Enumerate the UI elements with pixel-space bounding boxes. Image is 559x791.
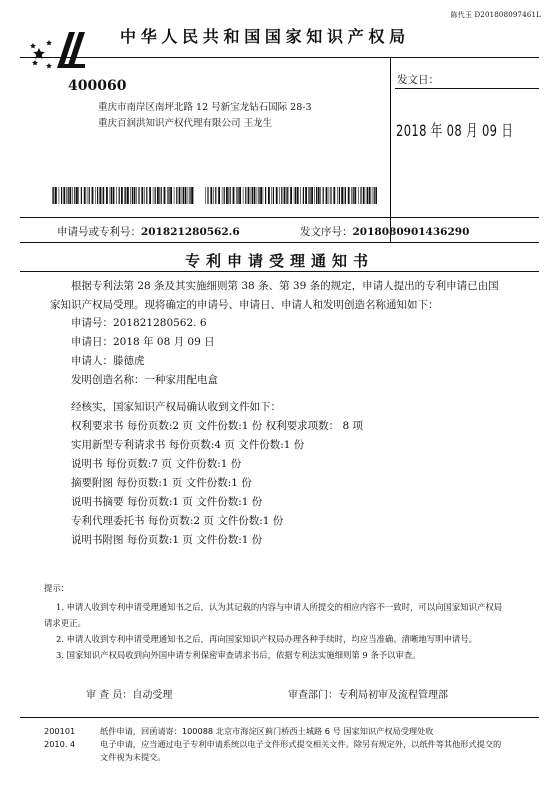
serial-number-value: 2018080901436290 xyxy=(352,226,470,238)
review-department: 审查部门：专利局初审及流程管理部 xyxy=(288,690,448,701)
issue-date: 2018 年 08 月 09 日 xyxy=(396,121,514,140)
application-number-value: 201821280562.6 xyxy=(141,226,240,238)
form-date: 2010. 4 xyxy=(44,739,76,749)
agency-emblem xyxy=(27,22,91,72)
application-number xyxy=(57,224,240,239)
notes-label: 提示： xyxy=(44,583,70,593)
intro-paragraph: 根据专利法第 28 条及其实施细则第 38 条、第 39 条的规定，申请人提出的专利申请已由国家知识产权局受理。现将确定的申请号、申请日、申请人和发明创造名称通知如下： xyxy=(50,280,499,311)
note-item: 1. 申请人收到专利申请受理通知书之后，认为其记载的内容与申请人所提交的相应内容不一致时，可以向国家知识产权局 xyxy=(56,602,503,612)
document-code: 陈代玉 D201808097461L xyxy=(450,11,541,19)
reference-divider-top xyxy=(20,217,539,218)
title-divider xyxy=(20,271,539,272)
agent-line: 重庆百润洪知识产权代理有限公司 王龙生 xyxy=(98,118,273,129)
note-item: 2. 申请人收到专利申请受理通知书之后，再向国家知识产权局办理各种手续时，均应当准确、清晰地写明申请号。 xyxy=(56,634,478,644)
document-item: 权利要求书 每份页数:2 页 文件份数:1 份 权利要求项数： 8 项 xyxy=(71,420,363,432)
note-item: 3. 国家知识产权局收到向外国申请专利保密审查请求书后，依据专利法实施细则第 9 条予以审查。 xyxy=(56,650,421,660)
reference-divider-bottom xyxy=(20,242,539,243)
document-item: 实用新型专利请求书 每份页数:4 页 文件份数:1 份 xyxy=(71,439,305,451)
application-number-label: 申请号或专利号： xyxy=(57,226,141,238)
document-item: 说明书 每份页数:7 页 文件份数:1 份 xyxy=(71,458,242,470)
detail-filing-date: 申请日：2018 年 08 月 09 日 xyxy=(71,336,215,348)
barcode-left xyxy=(52,187,194,204)
footer-electronic-instructions-cont: 文件视为未提交。 xyxy=(100,752,166,762)
serial-number-label: 发文序号： xyxy=(300,226,353,238)
header-divider xyxy=(20,57,539,58)
note-item: 请求更正。 xyxy=(44,618,86,628)
notice-title: 专利申请受理通知书 xyxy=(184,252,374,270)
documents-intro: 经核实，国家知识产权局确认收到文件如下： xyxy=(71,401,281,413)
document-item: 说明书摘要 每份页数:1 页 文件份数:1 份 xyxy=(71,496,263,508)
address-divider xyxy=(390,57,391,243)
postcode: 400060 xyxy=(68,78,127,94)
reviewer: 审 查 员：自动受理 xyxy=(86,690,173,701)
footer-divider xyxy=(20,717,539,718)
agency-name: 中华人民共和国国家知识产权局 xyxy=(120,27,410,46)
issue-date-divider xyxy=(395,88,539,89)
detail-applicant: 申请人：滕德虎 xyxy=(71,355,145,367)
form-code: 200101 xyxy=(44,726,76,736)
document-item: 说明书附图 每份页数:1 页 文件份数:1 份 xyxy=(71,534,263,546)
serial-number xyxy=(300,224,469,239)
issue-date-label: 发文日： xyxy=(397,74,439,86)
footer-electronic-instructions: 电子申请，应当通过电子专利申请系统以电子文件形式提交相关文件。除另有规定外，以纸件等其他形式提交的 xyxy=(100,739,502,749)
document-item: 专利代理委托书 每份页数:2 页 文件份数:1 份 xyxy=(71,515,284,527)
barcode-right xyxy=(205,187,377,204)
detail-invention-title: 发明创造名称：一种家用配电盒 xyxy=(71,374,218,386)
footer-paper-instructions: 纸件申请，回函请寄：100088 北京市海淀区蓟门桥西土城路 6 号 国家知识产权局受理处收 xyxy=(100,726,434,736)
detail-application-number: 申请号：201821280562. 6 xyxy=(71,317,207,329)
document-item: 摘要附图 每份页数:1 页 文件份数:1 份 xyxy=(71,477,252,489)
address-line: 重庆市南岸区南坪北路 12 号新宝龙钻石国际 28-3 xyxy=(98,102,312,113)
